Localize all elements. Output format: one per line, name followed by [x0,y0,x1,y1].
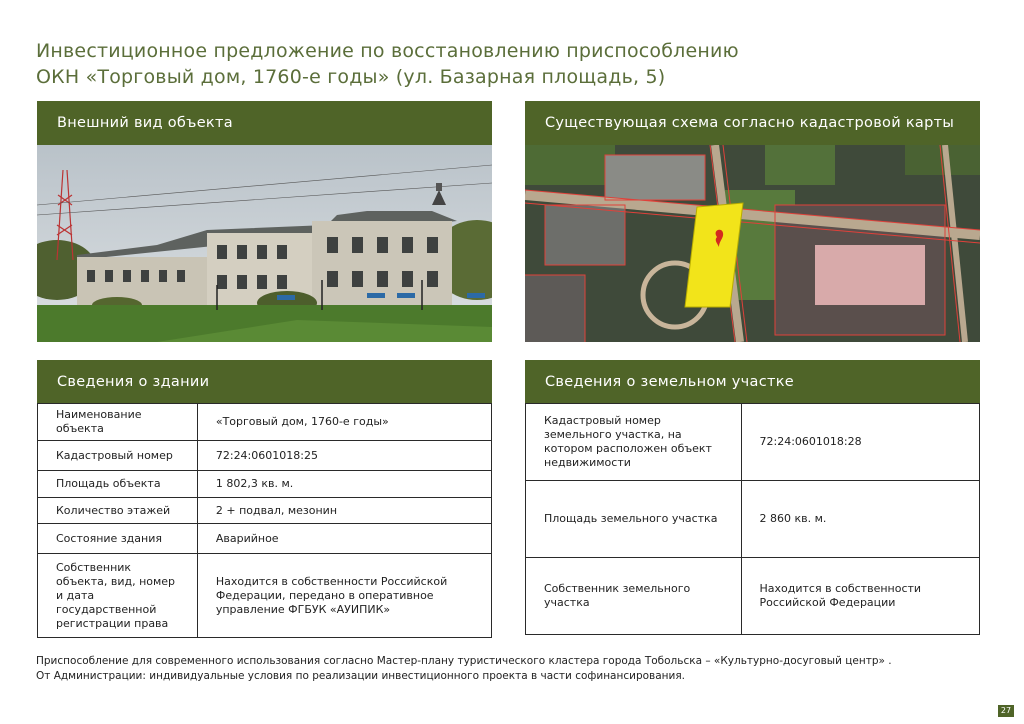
building-name-label: Наименование объекта [38,404,198,441]
building-area-label: Площадь объекта [38,471,198,498]
exterior-panel-header: Внешний вид объекта [37,101,492,145]
footnote-line-1: Приспособление для современного использования согласно Мастер-плану туристического кластера города Тобольска – «Культурно-досуговый центр» . [36,655,892,667]
table-row [38,524,492,554]
land-cadastral-label: Кадастровый номер земельного участка, на котором расположен объект недвижимости [526,404,742,481]
table-row [526,404,980,481]
land-info-panel-header: Сведения о земельном участке [525,360,980,404]
table-row [38,554,492,638]
page-number: 27 [998,705,1014,717]
footnote-line-2: От Администрации: индивидуальные условия по реализации инвестиционного проекта в части софинансирования. [36,670,686,682]
page-title-line-2: ОКН «Торговый дом, 1760-е годы» (ул. Базарная площадь, 5) [36,66,666,88]
building-owner-label: Собственник объекта, вид, номер и дата государственной регистрации права [38,554,198,638]
page-title [36,38,936,90]
building-cadastral-value: 72:24:0601018:25 [197,441,491,471]
building-info-table [37,403,492,638]
building-condition-value: Аварийное [197,524,491,554]
building-name-value: «Торговый дом, 1760-е годы» [197,404,491,441]
table-row [526,558,980,635]
land-area-value: 2 860 кв. м. [741,481,979,558]
building-area-value: 1 802,3 кв. м. [197,471,491,498]
footnote [36,654,996,684]
table-row [38,471,492,498]
building-floors-value: 2 + подвал, мезонин [197,498,491,524]
table-row [526,481,980,558]
table-row [38,441,492,471]
land-area-label: Площадь земельного участка [526,481,742,558]
table-row [38,404,492,441]
land-info-table [525,403,980,635]
page-title-line-1: Инвестиционное предложение по восстановлению приспособлению [36,40,739,62]
land-owner-value: Находится в собственности Российской Федерации [741,558,979,635]
building-condition-label: Состояние здания [38,524,198,554]
cadastral-map-image [525,145,980,342]
building-info-panel-header: Сведения о здании [37,360,492,404]
building-photo [37,145,492,342]
building-owner-value: Находится в собственности Российской Федерации, передано в оперативное управление ФГБУК «АУИПИК» [197,554,491,638]
land-owner-label: Собственник земельного участка [526,558,742,635]
cadastral-map-panel-header: Существующая схема согласно кадастровой карты [525,101,980,145]
building-cadastral-label: Кадастровый номер [38,441,198,471]
land-cadastral-value: 72:24:0601018:28 [741,404,979,481]
building-floors-label: Количество этажей [38,498,198,524]
table-row [38,498,492,524]
